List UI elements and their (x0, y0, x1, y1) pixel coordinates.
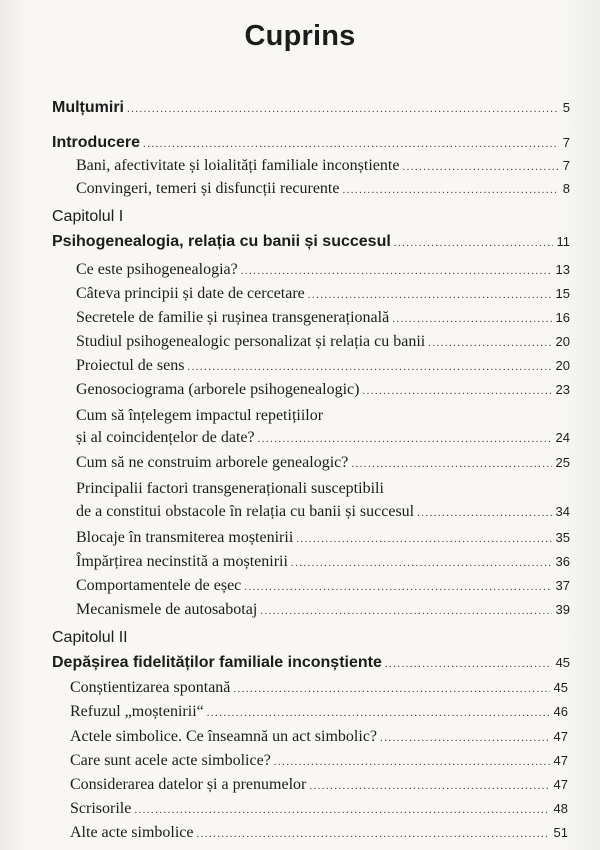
toc-entry-text: Proiectul de sens (76, 357, 185, 374)
toc-page-number: 16 (555, 310, 570, 325)
toc-entry (70, 800, 568, 818)
toc-entry (70, 752, 568, 770)
toc-entry (76, 529, 570, 547)
dot-leader (260, 605, 551, 617)
toc-entry-text: de a constitui obstacole în relația cu banii și succesul (76, 503, 415, 520)
toc-entry-text: Care sunt acele acte simbolice? (70, 752, 271, 769)
dot-leader (241, 265, 552, 277)
dot-leader (308, 289, 552, 301)
toc-page-number: 39 (555, 602, 570, 617)
chapter-label: Capitolul I (52, 208, 124, 225)
toc-page-number: 37 (555, 578, 570, 593)
toc-entry-text: Introducere (52, 134, 141, 151)
toc-entry-text: Secretele de familie și rușinea transgenerațională (76, 309, 390, 326)
dot-leader (187, 361, 551, 373)
toc-entry (76, 454, 570, 472)
toc-entry (76, 285, 570, 303)
toc-page-number: 20 (555, 334, 570, 349)
toc-entry (76, 261, 570, 279)
toc-entry-text: Considerarea datelor și a prenumelor (70, 776, 307, 793)
toc-page-number: 47 (553, 777, 568, 792)
toc-entry-multumiri (52, 99, 570, 117)
dot-leader (296, 533, 551, 545)
toc-page-number: 47 (553, 753, 568, 768)
toc-entry (76, 577, 570, 595)
dot-leader (274, 756, 550, 768)
dot-leader (291, 557, 552, 569)
chapter-title (52, 654, 570, 672)
dot-leader (127, 103, 559, 115)
toc-entry-text: Ce este psihogenealogia? (76, 261, 238, 278)
dot-leader (380, 732, 550, 744)
toc-entry (76, 157, 570, 175)
toc-entry (76, 553, 570, 571)
toc-entry-text: Bani, afectivitate și loialități familiale inconștiente (76, 157, 400, 174)
toc-page-number: 46 (553, 704, 568, 719)
toc-page-number: 45 (553, 680, 568, 695)
toc-entry-text: și al coincidențelor de date? (76, 429, 255, 446)
dot-leader (197, 828, 550, 840)
toc-entry-text: Mulțumiri (52, 99, 124, 116)
toc-page-number: 13 (555, 262, 570, 277)
toc-entry (70, 824, 568, 842)
toc-entry-introducere (52, 134, 570, 152)
toc-page-number: 15 (555, 286, 570, 301)
dot-leader (417, 507, 551, 519)
toc-entry-text: Împărțirea necinstită a moștenirii (76, 553, 288, 570)
toc-entry-text: Alte acte simbolice (70, 824, 194, 841)
toc-entry-text: Studiul psihogenealogic personalizat și relația cu banii (76, 333, 426, 350)
toc-page-number: 35 (555, 530, 570, 545)
toc-entry-text: Genosociograma (arborele psihogenealogic) (76, 381, 360, 398)
page-title: Cuprins (244, 20, 356, 52)
toc-entry (70, 776, 568, 794)
toc-entry-text: Blocaje în transmiterea moștenirii (76, 529, 294, 546)
toc-entry (76, 601, 570, 619)
toc-entry (76, 357, 570, 375)
dot-leader (342, 184, 558, 196)
toc-page-number: 45 (555, 655, 570, 670)
toc-page-number: 51 (553, 825, 568, 840)
toc-entry-text: Refuzul „moștenirii“ (70, 703, 204, 720)
dot-leader (309, 780, 549, 792)
toc-entry-text: Cum să ne construim arborele genealogic? (76, 454, 349, 471)
toc-entry-text: Convingeri, temeri și disfuncții recurente (76, 180, 340, 197)
toc-entry (76, 381, 570, 399)
dot-leader (258, 433, 552, 445)
dot-leader (207, 707, 550, 719)
toc-entry (76, 180, 570, 198)
dot-leader (244, 581, 551, 593)
dot-leader (233, 683, 549, 695)
toc-entry (70, 679, 568, 697)
dot-leader (394, 237, 553, 249)
toc-page-number: 8 (562, 181, 570, 196)
toc-page-number: 7 (562, 135, 570, 150)
dot-leader (392, 313, 551, 325)
dot-leader (143, 138, 559, 150)
toc-entry-line1: Principalii factori transgeneraționali susceptibili (76, 480, 384, 497)
toc-page-number: 36 (555, 554, 570, 569)
toc-page-number: 47 (553, 729, 568, 744)
toc-entry-text: Scrisorile (70, 800, 132, 817)
toc-page-number: 23 (555, 382, 570, 397)
dot-leader (428, 337, 551, 349)
toc-entry-text: Mecanismele de autosabotaj (76, 601, 258, 618)
toc-entry (76, 333, 570, 351)
dot-leader (402, 161, 558, 173)
chapter-title (52, 233, 570, 251)
toc-entry-text: Actele simbolice. Ce înseamnă un act simbolic? (70, 728, 378, 745)
toc-page-number: 7 (562, 158, 570, 173)
toc-entry (76, 503, 570, 521)
toc-page-number: 20 (555, 358, 570, 373)
toc-entry-text: Conștientizarea spontană (70, 679, 231, 696)
toc-page-number: 24 (555, 430, 570, 445)
toc-entry (76, 429, 570, 447)
toc-entry (76, 309, 570, 327)
dot-leader (385, 658, 552, 670)
toc-page-number: 34 (555, 504, 570, 519)
toc-entry-line1: Cum să înțelegem impactul repetițiilor (76, 407, 324, 424)
toc-entry-text: Psihogenealogia, relația cu banii și succesul (52, 233, 391, 250)
dot-leader (351, 458, 551, 470)
dot-leader (362, 385, 551, 397)
chapter-label: Capitolul II (52, 629, 128, 646)
dot-leader (134, 804, 549, 816)
toc-page-number: 11 (556, 234, 570, 249)
toc-entry (70, 703, 568, 721)
toc-page-number: 5 (562, 100, 570, 115)
toc-entry-text: Câteva principii și date de cercetare (76, 285, 305, 302)
toc-entry-text: Depășirea fidelităților familiale inconștiente (52, 654, 382, 671)
toc-entry-text: Comportamentele de eșec (76, 577, 242, 594)
toc-page-number: 25 (555, 455, 570, 470)
toc-page-number: 48 (553, 801, 568, 816)
toc-entry (70, 728, 568, 746)
